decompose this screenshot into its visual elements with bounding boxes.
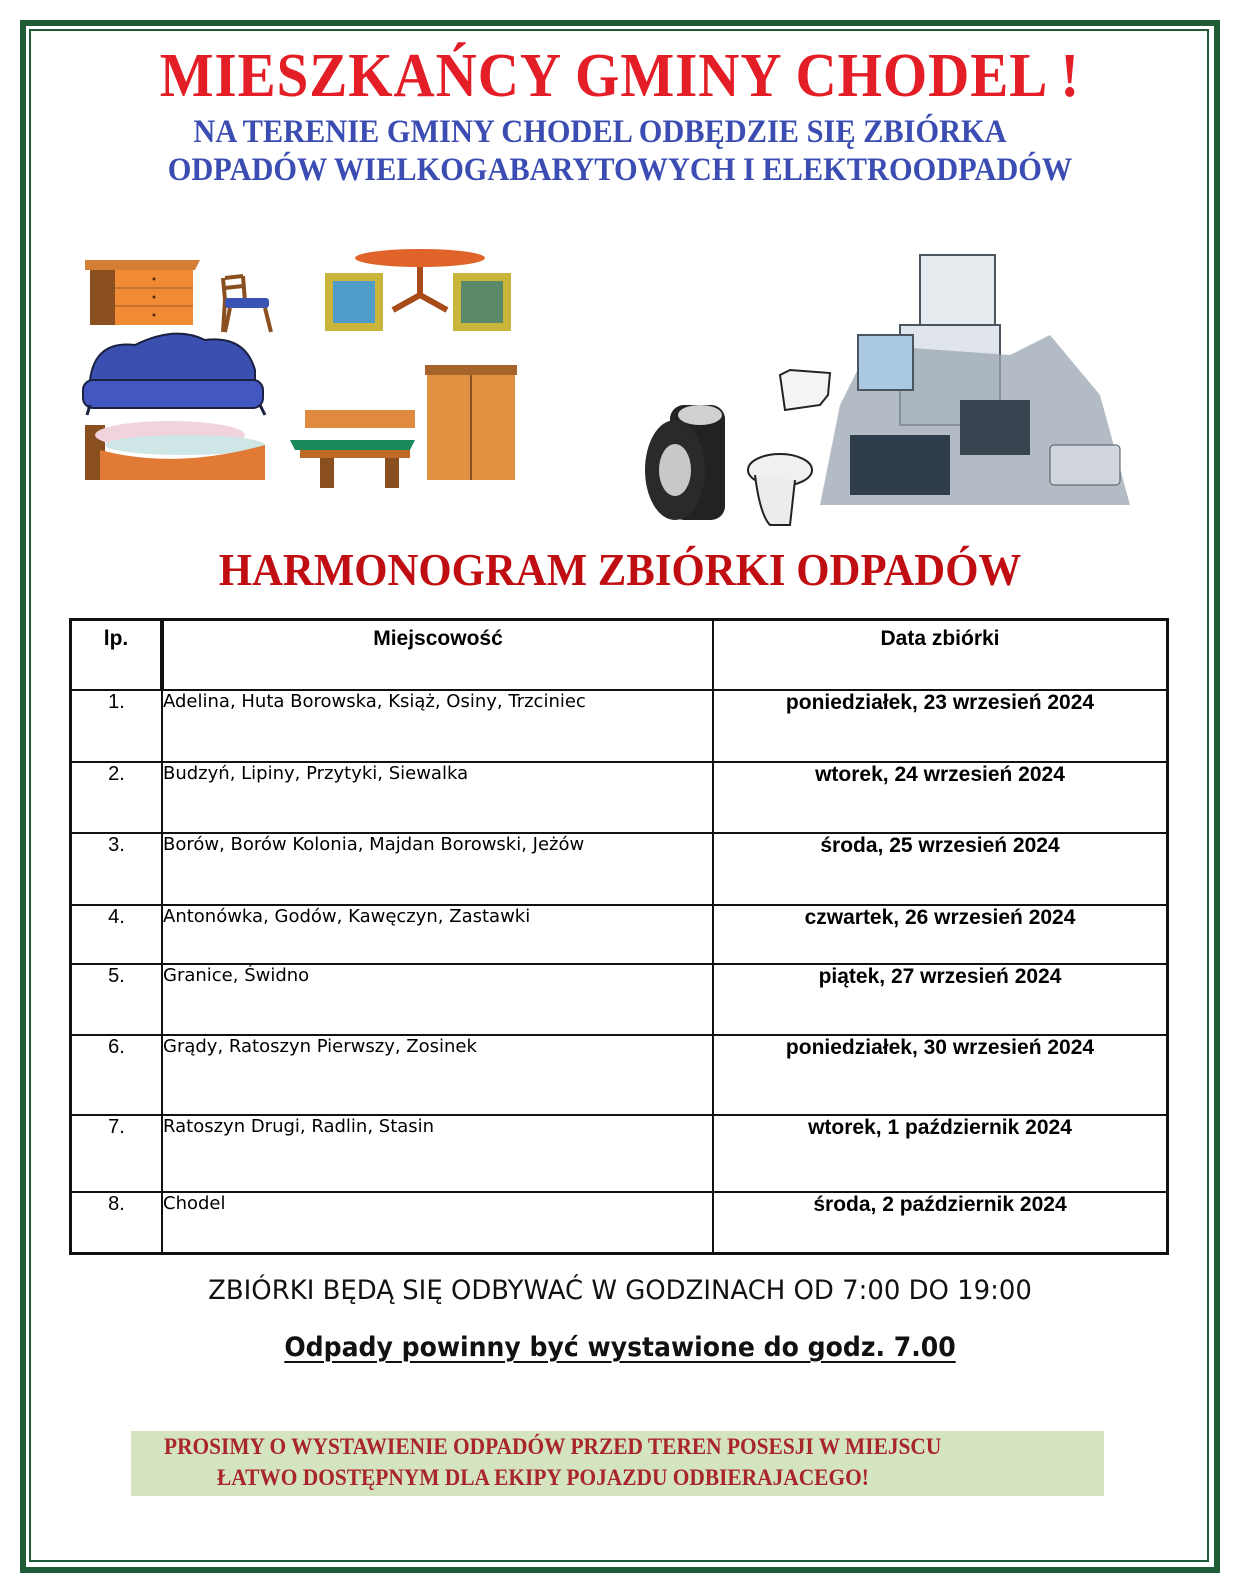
schedule-heading: HARMONOGRAM ZBIÓRKI ODPADÓW: [218, 544, 1022, 595]
deadline-text: Odpady powinny być wystawione do godz. 7.00: [284, 1332, 956, 1363]
painting-right-icon: [453, 273, 511, 331]
row-number: 6.: [71, 1035, 163, 1115]
row-number: 1.: [71, 690, 163, 762]
row-date: środa, 25 wrzesień 2024: [713, 833, 1168, 905]
electrowaste-illustration: [630, 245, 1140, 535]
row-place: Budzyń, Lipiny, Przytyki, Siewalka: [162, 762, 713, 833]
notice-line1: PROSIMY O WYSTAWIENIE ODPADÓW PRZED TEREN POSESJI W MIEJSCU: [164, 1434, 942, 1459]
row-date: poniedziałek, 30 wrzesień 2024: [713, 1035, 1168, 1115]
poster-subtitle-line1: NA TERENIE GMINY CHODEL ODBĘDZIE SIĘ ZBIÓRKA: [193, 114, 1007, 150]
table-row: [71, 762, 1168, 833]
row-place: Antonówka, Godów, Kawęczyn, Zastawki: [162, 905, 713, 964]
row-number: 7.: [71, 1115, 163, 1192]
table-row: [71, 690, 1168, 762]
row-place: Borów, Borów Kolonia, Majdan Borowski, Jeżów: [162, 833, 713, 905]
row-date: czwartek, 26 wrzesień 2024: [713, 905, 1168, 964]
schedule-table: [69, 618, 1169, 1255]
furniture-illustration: [75, 240, 535, 490]
table-row: [71, 1192, 1168, 1253]
row-number: 3.: [71, 833, 163, 905]
chair-icon: [223, 276, 271, 332]
row-place: Granice, Świdno: [162, 964, 713, 1035]
row-date: wtorek, 1 październik 2024: [713, 1115, 1168, 1192]
row-number: 4.: [71, 905, 163, 964]
desk-icon: [290, 410, 415, 488]
row-place: Grądy, Ratoszyn Pierwszy, Zosinek: [162, 1035, 713, 1115]
column-header-lp: lp.: [71, 620, 163, 691]
notice-box: [131, 1431, 1104, 1496]
row-date: piątek, 27 wrzesień 2024: [713, 964, 1168, 1035]
table-row: [71, 1115, 1168, 1192]
dresser-icon: [85, 260, 200, 325]
poster-title: MIESZKAŃCY GMINY CHODEL !: [159, 42, 1081, 110]
row-place: Chodel: [162, 1192, 713, 1253]
notice-line2: ŁATWO DOSTĘPNYM DLA EKIPY POJAZDU ODBIERAJACEGO!: [217, 1465, 869, 1490]
appliances-pile-icon: [820, 255, 1130, 505]
sofa-icon: [83, 334, 265, 415]
column-header-place: Miejscowość: [162, 620, 713, 691]
table-row: [71, 833, 1168, 905]
row-date: środa, 2 październik 2024: [713, 1192, 1168, 1253]
poster-subtitle-line2: ODPADÓW WIELKOGABARYTOWYCH I ELEKTROODPADÓW: [167, 152, 1073, 188]
row-place: Ratoszyn Drugi, Radlin, Stasin: [162, 1115, 713, 1192]
toilet-icon: [748, 370, 830, 525]
collection-hours-text: ZBIÓRKI BĘDĄ SIĘ ODBYWAĆ W GODZINACH OD 7:00 DO 19:00: [208, 1275, 1032, 1306]
row-date: wtorek, 24 wrzesień 2024: [713, 762, 1168, 833]
row-number: 5.: [71, 964, 163, 1035]
tires-icon: [645, 405, 725, 520]
row-number: 8.: [71, 1192, 163, 1253]
table-row: [71, 1035, 1168, 1115]
row-number: 2.: [71, 762, 163, 833]
column-header-date: Data zbiórki: [713, 620, 1168, 691]
table-row: [71, 964, 1168, 1035]
table-header-row: [71, 620, 1168, 691]
table-row: [71, 905, 1168, 964]
row-date: poniedziałek, 23 wrzesień 2024: [713, 690, 1168, 762]
painting-left-icon: [325, 273, 383, 331]
wardrobe-icon: [425, 365, 517, 480]
row-place: Adelina, Huta Borowska, Książ, Osiny, Trzciniec: [162, 690, 713, 762]
bed-icon: [85, 421, 265, 480]
